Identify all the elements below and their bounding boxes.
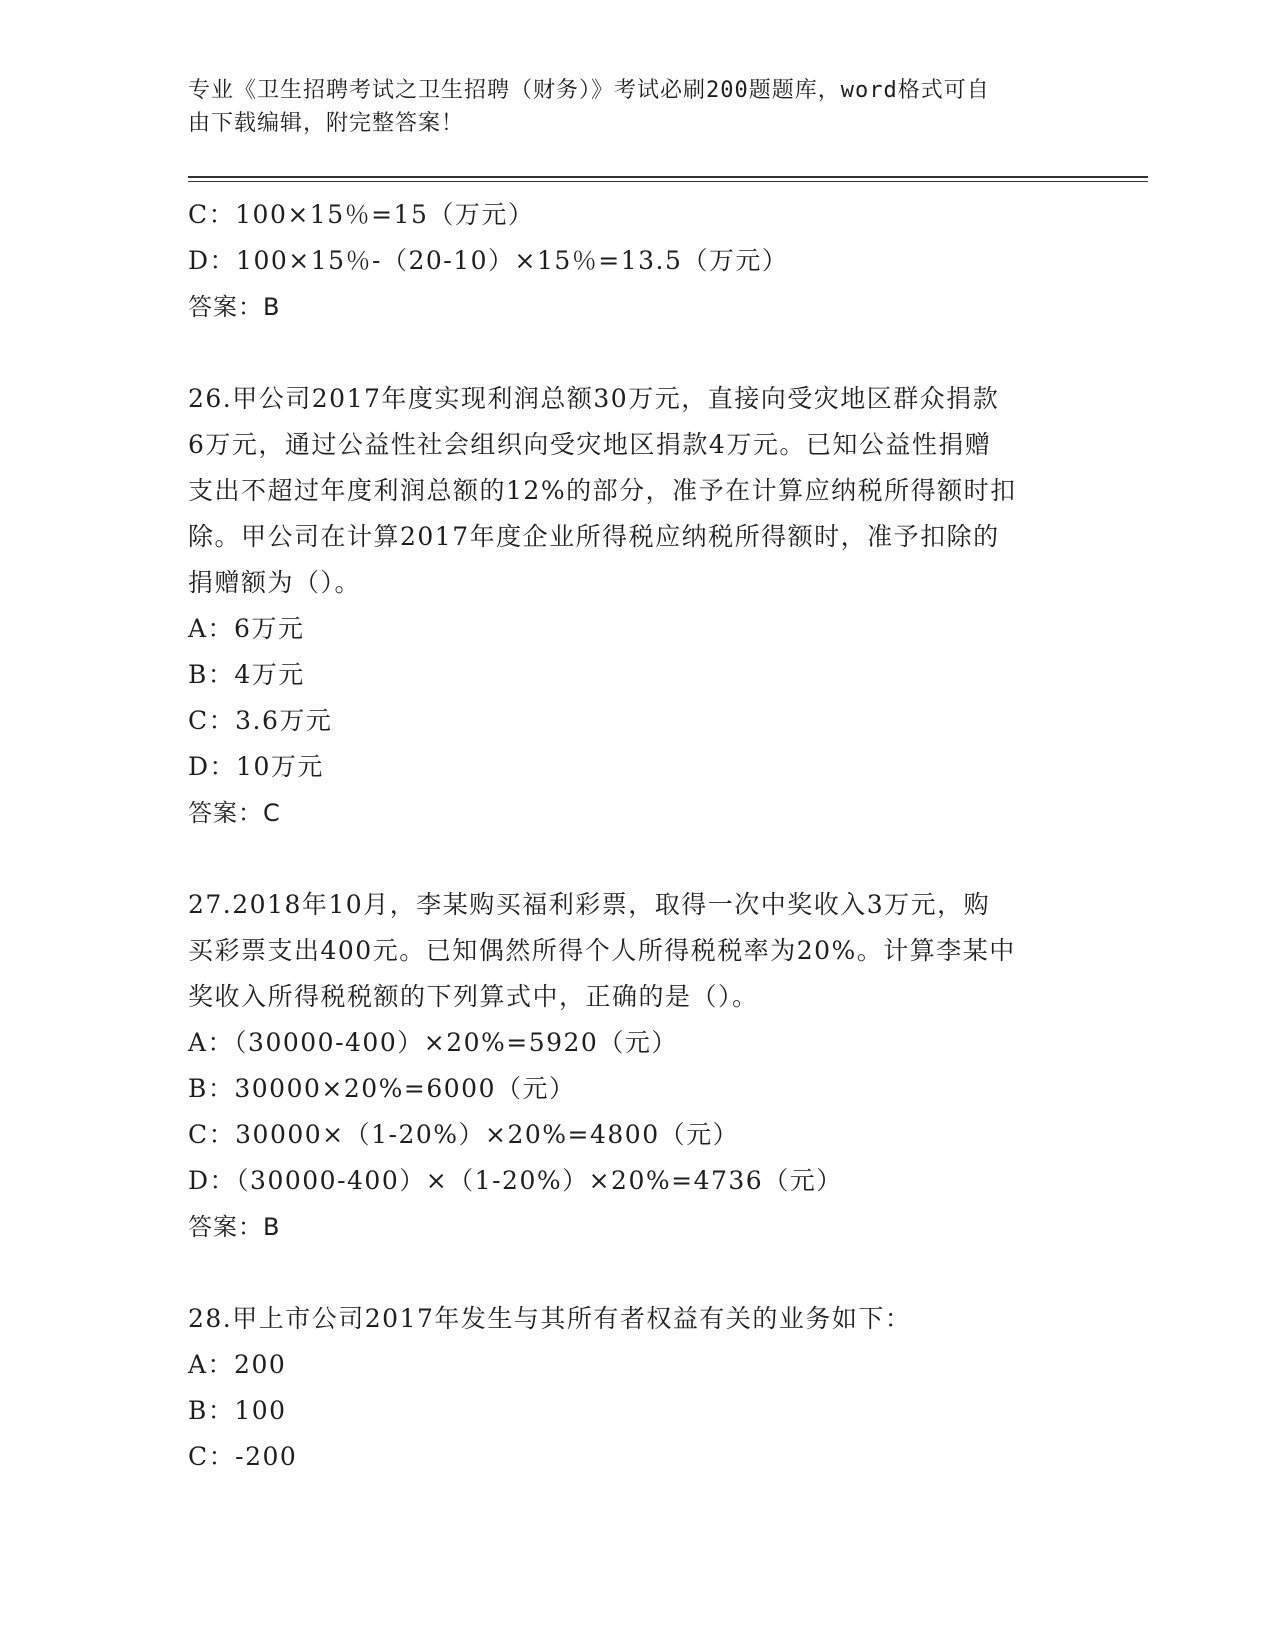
option-d: D：100×15％-（20-10）×15％=13.5（万元） [188, 246, 789, 275]
header-line-2: 由下载编辑，附完整答案！ [188, 111, 465, 136]
option-b: B：100 [188, 1396, 287, 1425]
header-line-1: 专业《卫生招聘考试之卫生招聘（财务）》考试必刷200题题库，word格式可自 [188, 78, 990, 103]
option-d: D：10万元 [188, 752, 324, 781]
question-26-line-4: 除。甲公司在计算2017年度企业所得税应纳税所得额时，准予扣除的 [188, 522, 1000, 551]
option-c: C：30000×（1-20%）×20%=4800（元） [188, 1120, 740, 1149]
answer-line: 答案：B [188, 293, 281, 321]
question-26-line-2: 6万元，通过公益性社会组织向受灾地区捐款4万元。已知公益性捐赠 [188, 430, 992, 459]
option-d: D：（30000-400）×（1-20%）×20%=4736（元） [188, 1166, 843, 1195]
option-c: C：3.6万元 [188, 706, 333, 735]
question-26-line-3: 支出不超过年度利润总额的12%的部分，准予在计算应纳税所得额时扣 [188, 476, 1017, 505]
question-28-line-1: 28.甲上市公司2017年发生与其所有者权益有关的业务如下： [188, 1304, 912, 1333]
option-c: C：-200 [188, 1442, 298, 1471]
question-27-line-3: 奖收入所得税税额的下列算式中，正确的是（）。 [188, 982, 759, 1011]
question-27-line-1: 27.2018年10月，李某购买福利彩票，取得一次中奖收入3万元，购 [188, 890, 991, 919]
header-rule [188, 176, 1148, 178]
question-26-line-5: 捐赠额为（）。 [188, 568, 362, 597]
answer-line: 答案：C [188, 799, 281, 827]
option-a: A：200 [188, 1350, 287, 1379]
option-b: B：30000×20%=6000（元） [188, 1074, 576, 1103]
header-rule-thin [188, 181, 1148, 182]
answer-line: 答案：B [188, 1213, 281, 1241]
option-c: C：100×15％=15（万元） [188, 200, 535, 229]
document-header [188, 74, 1088, 140]
option-a: A：（30000-400）×20%=5920（元） [188, 1028, 678, 1057]
question-27-line-2: 买彩票支出400元。已知偶然所得个人所得税税率为20%。计算李某中 [188, 936, 1016, 965]
option-b: B：4万元 [188, 660, 305, 689]
document-body [188, 192, 1088, 1480]
option-a: A：6万元 [188, 614, 305, 643]
question-26-line-1: 26.甲公司2017年度实现利润总额30万元，直接向受灾地区群众捐款 [188, 384, 1000, 413]
